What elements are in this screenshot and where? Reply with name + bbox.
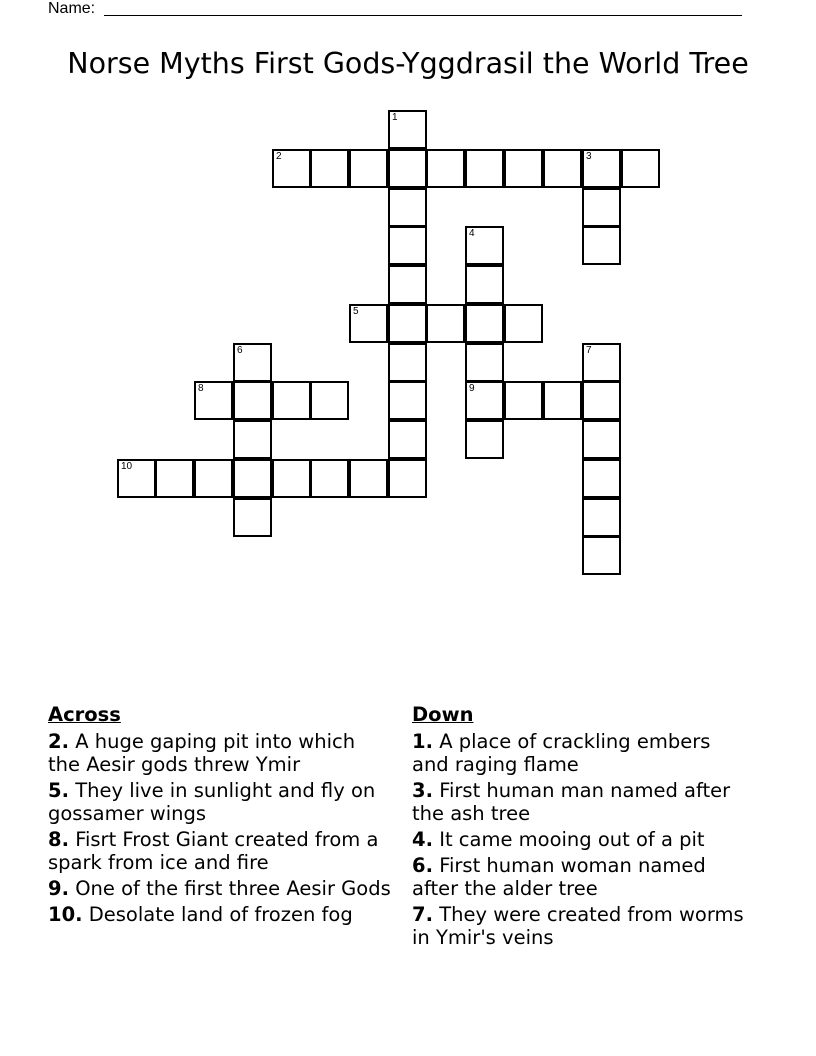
- grid-cell[interactable]: [582, 149, 621, 188]
- clue-text: One of the first three Aesir Gods: [75, 877, 391, 900]
- clue-number-1: 1: [392, 112, 398, 123]
- grid-cell[interactable]: [349, 459, 388, 498]
- clue-number-2: 2: [276, 151, 282, 162]
- clue-number: 6.: [412, 854, 433, 877]
- grid-cell[interactable]: [582, 343, 621, 382]
- grid-cell[interactable]: [233, 498, 272, 537]
- clue-text: They were created from worms in Ymir's veins: [412, 903, 744, 949]
- grid-cell[interactable]: [504, 149, 543, 188]
- grid-cell[interactable]: [155, 459, 194, 498]
- across-clue: [48, 730, 393, 776]
- grid-cell[interactable]: [310, 149, 349, 188]
- clue-number-3: 3: [586, 151, 592, 162]
- grid-cell[interactable]: [388, 343, 427, 382]
- grid-cell[interactable]: [194, 459, 233, 498]
- grid-cell[interactable]: [582, 226, 621, 265]
- down-clue: [412, 730, 752, 776]
- grid-cell[interactable]: [388, 188, 427, 227]
- clue-number-6: 6: [237, 345, 243, 356]
- clue-text: First human man named after the ash tree: [412, 779, 731, 825]
- clue-text: They live in sunlight and fly on gossamer wings: [48, 779, 376, 825]
- grid-cell[interactable]: [465, 149, 504, 188]
- down-clue: [412, 903, 752, 949]
- across-clue: [48, 828, 393, 874]
- grid-cell[interactable]: [233, 343, 272, 382]
- grid-cell[interactable]: [582, 498, 621, 537]
- grid-cell[interactable]: [388, 265, 427, 304]
- grid-cell[interactable]: [272, 381, 311, 420]
- grid-cell[interactable]: [388, 459, 427, 498]
- clue-number-10: 10: [121, 461, 133, 472]
- clue-number: 3.: [412, 779, 433, 802]
- grid-cell[interactable]: [233, 381, 272, 420]
- clue-text: Fisrt Frost Giant created from a spark from ice and fire: [48, 828, 379, 874]
- clue-number: 5.: [48, 779, 69, 802]
- grid-cell[interactable]: [426, 149, 465, 188]
- grid-cell[interactable]: [504, 381, 543, 420]
- grid-cell[interactable]: [349, 149, 388, 188]
- page-title: Norse Myths First Gods-Yggdrasil the World Tree: [67, 47, 749, 80]
- clue-number: 9.: [48, 877, 69, 900]
- grid-cell[interactable]: [465, 265, 504, 304]
- grid-cell[interactable]: [465, 420, 504, 459]
- across-clues: [48, 703, 393, 929]
- clue-number-8: 8: [198, 383, 204, 394]
- grid-cell[interactable]: [465, 343, 504, 382]
- grid-cell[interactable]: [272, 459, 311, 498]
- clue-text: First human woman named after the alder tree: [412, 854, 706, 900]
- grid-cell[interactable]: [543, 149, 582, 188]
- clue-text: A huge gaping pit into which the Aesir gods threw Ymir: [48, 730, 356, 776]
- clue-text: A place of crackling embers and raging flame: [412, 730, 711, 776]
- down-clue: [412, 779, 752, 825]
- grid-cell[interactable]: [582, 459, 621, 498]
- clue-text: Desolate land of frozen fog: [88, 903, 353, 926]
- grid-cell[interactable]: [117, 459, 156, 498]
- grid-cell[interactable]: [582, 420, 621, 459]
- clue-number: 8.: [48, 828, 69, 851]
- grid-cell[interactable]: [310, 381, 349, 420]
- grid-cell[interactable]: [233, 420, 272, 459]
- grid-cell[interactable]: [310, 459, 349, 498]
- clue-number-9: 9: [469, 383, 475, 394]
- grid-cell[interactable]: [388, 110, 427, 149]
- grid-cell[interactable]: [388, 226, 427, 265]
- down-clue: [412, 828, 752, 851]
- grid-cell[interactable]: [465, 304, 504, 343]
- clue-number: 1.: [412, 730, 433, 753]
- grid-cell[interactable]: [388, 304, 427, 343]
- grid-cell[interactable]: [272, 149, 311, 188]
- grid-cell[interactable]: [426, 304, 465, 343]
- grid-cell[interactable]: [194, 381, 233, 420]
- clue-number-7: 7: [586, 345, 592, 356]
- down-clues: [412, 703, 752, 952]
- across-clue: [48, 779, 393, 825]
- grid-cell[interactable]: [543, 381, 582, 420]
- clue-number: 4.: [412, 828, 433, 851]
- across-clue: [48, 903, 393, 926]
- clue-number: 10.: [48, 903, 83, 926]
- grid-cell[interactable]: [388, 149, 427, 188]
- grid-cell[interactable]: [349, 304, 388, 343]
- grid-cell[interactable]: [504, 304, 543, 343]
- clue-number-4: 4: [469, 228, 475, 239]
- clue-text: It came mooing out of a pit: [439, 828, 705, 851]
- down-clue: [412, 854, 752, 900]
- across-clue: [48, 877, 393, 900]
- grid-cell[interactable]: [465, 226, 504, 265]
- grid-cell[interactable]: [582, 536, 621, 575]
- grid-cell[interactable]: [582, 381, 621, 420]
- grid-cell[interactable]: [465, 381, 504, 420]
- name-label: Name:: [48, 0, 96, 17]
- grid-cell[interactable]: [621, 149, 660, 188]
- clue-number-5: 5: [353, 306, 359, 317]
- grid-cell[interactable]: [582, 188, 621, 227]
- clue-number: 7.: [412, 903, 433, 926]
- across-heading: Across: [48, 703, 121, 726]
- grid-cell[interactable]: [233, 459, 272, 498]
- grid-cell[interactable]: [388, 381, 427, 420]
- down-heading: Down: [412, 703, 474, 726]
- grid-cell[interactable]: [388, 420, 427, 459]
- clue-number: 2.: [48, 730, 69, 753]
